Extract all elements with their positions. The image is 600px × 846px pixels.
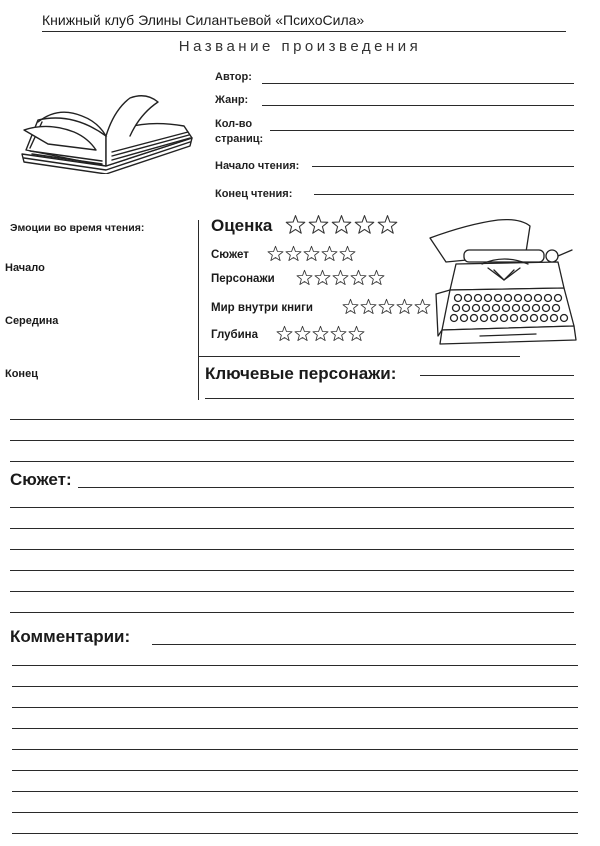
rating-divider	[198, 356, 520, 357]
star-outline-icon[interactable]	[377, 214, 398, 235]
comments-line-7[interactable]	[12, 770, 578, 771]
star-outline-icon[interactable]	[350, 269, 367, 286]
plot-line-2[interactable]	[10, 507, 574, 508]
plot-line-6[interactable]	[10, 591, 574, 592]
star-outline-icon[interactable]	[296, 269, 313, 286]
star-outline-icon[interactable]	[360, 298, 377, 315]
comments-line-5[interactable]	[12, 728, 578, 729]
emotion-middle-label: Середина	[5, 315, 59, 327]
star-outline-icon[interactable]	[285, 245, 302, 262]
end-reading-line[interactable]	[314, 194, 574, 195]
start-reading-line[interactable]	[312, 166, 574, 167]
star-outline-icon[interactable]	[276, 325, 293, 342]
rating-depth-label: Глубина	[211, 329, 259, 341]
genre-line[interactable]	[262, 105, 574, 106]
star-outline-icon[interactable]	[285, 214, 306, 235]
star-outline-icon[interactable]	[332, 269, 349, 286]
comments-line-8[interactable]	[12, 791, 578, 792]
star-outline-icon[interactable]	[378, 298, 395, 315]
key-characters-line-2[interactable]	[205, 398, 574, 399]
genre-label: Жанр:	[215, 94, 249, 106]
pages-label-line1: Кол-во	[215, 118, 253, 130]
plot-line-3[interactable]	[10, 528, 574, 529]
plot-title: Сюжет:	[10, 470, 72, 489]
rating-depth-stars[interactable]	[276, 325, 365, 342]
header-underline	[42, 31, 566, 32]
star-outline-icon[interactable]	[267, 245, 284, 262]
star-outline-icon[interactable]	[396, 298, 413, 315]
star-outline-icon[interactable]	[331, 214, 352, 235]
key-characters-line-3[interactable]	[10, 419, 574, 420]
star-outline-icon[interactable]	[308, 214, 329, 235]
star-outline-icon[interactable]	[321, 245, 338, 262]
star-outline-icon[interactable]	[368, 269, 385, 286]
comments-line-2[interactable]	[12, 665, 578, 666]
comments-title: Комментарии:	[10, 627, 131, 646]
emotion-end-label: Конец	[5, 368, 38, 380]
comments-line-6[interactable]	[12, 749, 578, 750]
open-book-icon	[18, 92, 196, 174]
pages-line[interactable]	[270, 130, 574, 131]
key-characters-line-5[interactable]	[10, 461, 574, 462]
plot-line-5[interactable]	[10, 570, 574, 571]
star-outline-icon[interactable]	[348, 325, 365, 342]
club-name: Книжный клуб Элины Силантьевой «ПсихоСила»	[42, 12, 365, 28]
star-outline-icon[interactable]	[312, 325, 329, 342]
rating-stars[interactable]	[285, 214, 398, 235]
star-outline-icon[interactable]	[303, 245, 320, 262]
pages-label-line2: страниц:	[215, 133, 264, 145]
star-outline-icon[interactable]	[339, 245, 356, 262]
key-characters-line-4[interactable]	[10, 440, 574, 441]
comments-line-4[interactable]	[12, 707, 578, 708]
rating-title: Оценка	[211, 216, 273, 235]
author-line[interactable]	[262, 83, 574, 84]
rating-plot-label: Сюжет	[211, 249, 249, 261]
comments-line-10[interactable]	[12, 833, 578, 834]
rating-characters-label: Персонажи	[211, 273, 275, 285]
rating-world-label: Мир внутри книги	[211, 302, 313, 314]
emotion-start-label: Начало	[5, 262, 45, 274]
star-outline-icon[interactable]	[342, 298, 359, 315]
key-characters-line-1[interactable]	[420, 375, 574, 376]
plot-line-1[interactable]	[78, 487, 574, 488]
start-reading-label: Начало чтения:	[215, 160, 300, 172]
rating-world-stars[interactable]	[342, 298, 431, 315]
author-label: Автор:	[215, 71, 252, 83]
plot-line-4[interactable]	[10, 549, 574, 550]
star-outline-icon[interactable]	[354, 214, 375, 235]
typewriter-icon	[428, 218, 578, 352]
page-title: Название произведения	[178, 38, 422, 55]
emotions-title: Эмоции во время чтения:	[10, 222, 145, 234]
emotions-divider	[198, 220, 199, 400]
end-reading-label: Конец чтения:	[215, 188, 293, 200]
rating-characters-stars[interactable]	[296, 269, 385, 286]
key-characters-title: Ключевые персонажи:	[205, 364, 397, 383]
comments-line-3[interactable]	[12, 686, 578, 687]
rating-plot-stars[interactable]	[267, 245, 356, 262]
star-outline-icon[interactable]	[314, 269, 331, 286]
star-outline-icon[interactable]	[330, 325, 347, 342]
plot-line-7[interactable]	[10, 612, 574, 613]
star-outline-icon[interactable]	[294, 325, 311, 342]
comments-line-1[interactable]	[152, 644, 576, 645]
comments-line-9[interactable]	[12, 812, 578, 813]
